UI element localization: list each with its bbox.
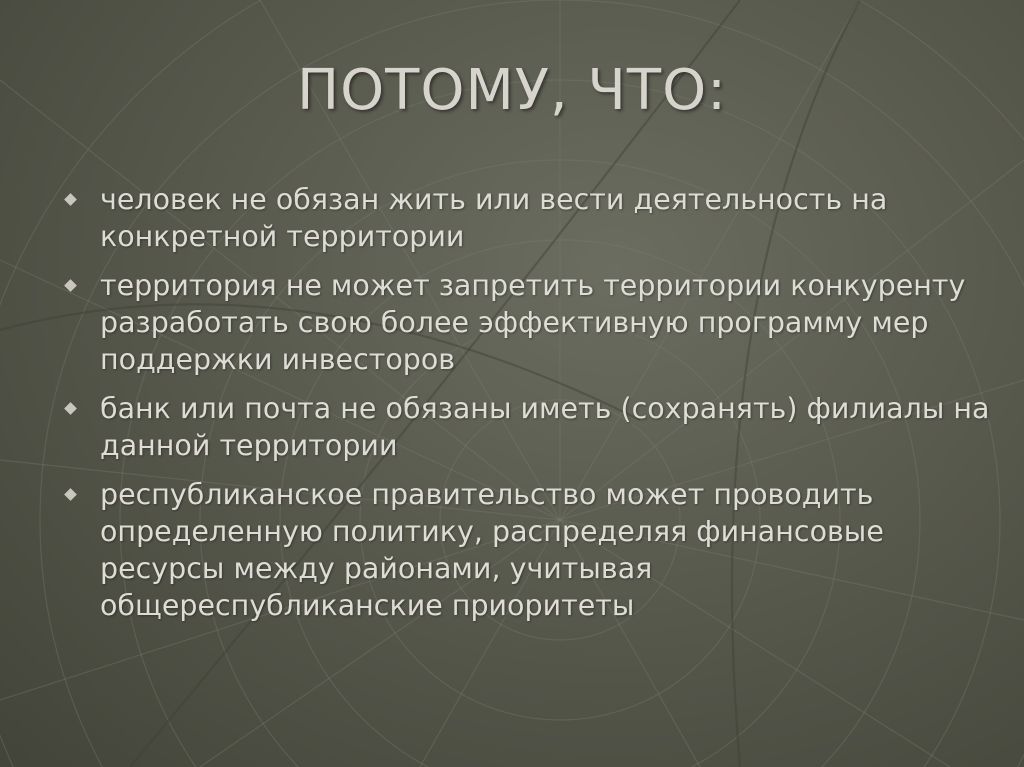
diamond-bullet-icon <box>64 402 77 415</box>
bullet-item <box>58 390 998 464</box>
bullet-text: человек не обязан жить или вести деятельность на конкретной территории <box>100 183 888 253</box>
diamond-bullet-icon <box>64 279 77 292</box>
diamond-bullet-icon <box>64 488 77 501</box>
bullet-item <box>58 476 998 624</box>
diamond-bullet-icon <box>64 193 77 206</box>
bullet-item <box>58 267 998 378</box>
bullet-item <box>58 181 998 255</box>
bullet-text: территория не может запретить территории конкуренту разработать свою более эффективную программу мер поддержки инвесторов <box>100 269 966 376</box>
bullet-list <box>58 181 998 636</box>
bullet-text: банк или почта не обязаны иметь (сохранять) филиалы на данной территории <box>100 392 990 462</box>
slide-title: ПОТОМУ, ЧТО: <box>296 58 728 123</box>
bullet-text: республиканское правительство может проводить определенную политику, распределяя финансовые ресурсы между районами, учитывая общереспубликанские приоритеты <box>100 478 884 622</box>
